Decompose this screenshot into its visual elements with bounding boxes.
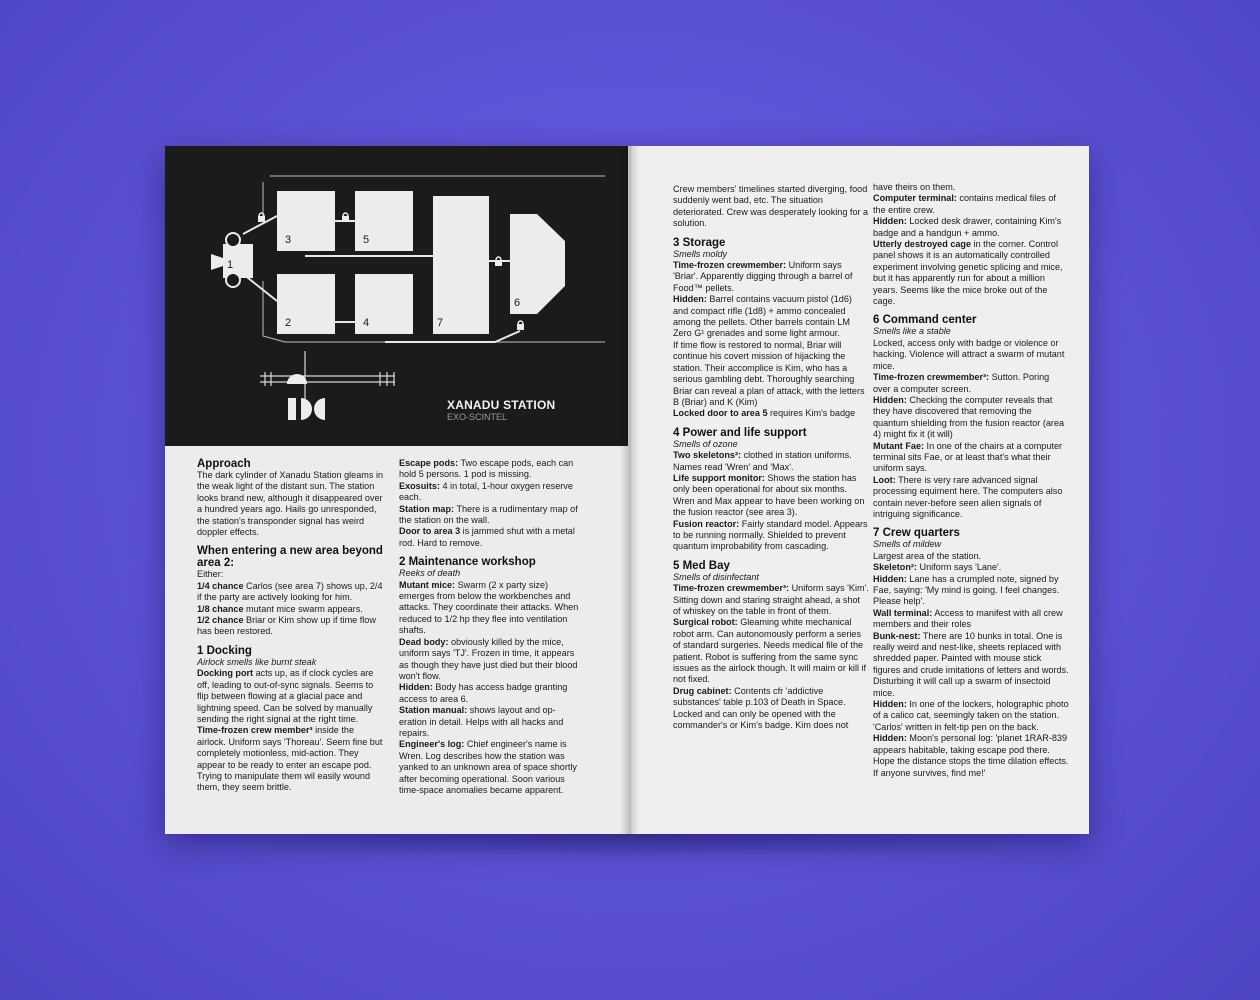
medbay-item: Drug cabinet: Contents cfr 'addictive substances' table p.103 of Death in Space. Locked and can only be opened with the commander's or Kim's badge. Kim does not xyxy=(673,685,849,731)
storage-smell: Smells moldy xyxy=(673,248,728,259)
medbay-item: have theirs on them. xyxy=(873,182,956,192)
maintenance-smell: Reeks of death xyxy=(399,568,461,579)
right-column-2 xyxy=(873,182,1069,786)
storage-item: If time flow is restored to normal, Briar will continue his covert mission of hijacking the station. Their accomplice is Kim, who has a serious gambling debt. Thoroughly searching Briar can reveal a plan of attack, with the letters B (Briar) and K (Kim) xyxy=(673,339,865,407)
docking-item: Door to area 3 is jammed shut with a metal rod. Hard to remove. xyxy=(399,526,575,548)
room-7 xyxy=(433,196,489,334)
right-page xyxy=(628,146,1089,834)
booklet-shadow xyxy=(140,830,1120,860)
section-approach xyxy=(197,458,385,538)
intro-continued: Crew members' timelines started diverging, food suddenly went bad, etc. The situation deteriorated. Crew was desperately looking for a solution. xyxy=(673,184,869,229)
maintenance-item: Engineer's log: Chief engineer's name is Wren. Log describes how the station was yanked to an unknown area of space shortly after becoming operational. Soon various time-space anomalies became apparent. xyxy=(399,739,577,795)
crew-heading: 7 Crew quarters xyxy=(873,527,960,540)
command-item: Loot: There is very rare advanced signal processing equiment here. The computers also contain never-before seen alien signals of intriguing significance. xyxy=(873,474,1063,519)
docking-heading: 1 Docking xyxy=(197,644,252,657)
engine-shapes xyxy=(287,374,325,420)
crew-smell: Smells of mildew xyxy=(873,539,942,550)
docking-item: Escape pods: Two escape pods, each can hold 5 persons. 1 pod is missing. xyxy=(399,458,574,480)
command-item: Locked, access only with badge or violence or hacking. Violence will attract a swarm of mutant mice. xyxy=(873,337,1065,371)
power-heading: 4 Power and life support xyxy=(673,426,807,439)
power-item: Life support monitor: Shows the station has only been operational for about six months. xyxy=(673,472,857,495)
crew-item: Hidden: Moon's personal log: 'planet 1RAR-839 appears habitable, taking escape pod there. Hope the distance stops the time dilation effects. If anyone survives, find me!' xyxy=(873,733,1069,778)
left-column-2 xyxy=(399,458,579,803)
approach-body: The dark cylinder of Xanadu Station gleams in the weak light of the distant sun. The station looks brand new, although it disappeared over a hundred years ago. Hails go unresponded, the station's transponder signal has weird doppler effects. xyxy=(197,470,384,538)
crew-item: Bunk-nest: There are 10 bunks in total. One is really weird and nest-like, sheets replaced with shredded paper. Painted with mouse stick figures and crude imitations of letters and words. Disturbing it will call up a swarm of insectoid mice. xyxy=(873,630,1069,698)
medbay-item: Hidden: Locked desk drawer, containing Kim's badge and a handgun + ammo. xyxy=(873,216,1062,238)
maintenance-item: Dead body: obviously killed by the mice, uniform says 'TJ'. Frozen in time, it appears as though they have just died but their blood won't flow. xyxy=(399,636,578,681)
power-item: Fusion reactor: Fairly standard model. Appears to be running normally. Shielded to prevent quantum improbability from cascading. xyxy=(673,518,868,552)
storage-item: Locked door to area 5 requires Kim's badge xyxy=(673,408,856,419)
command-item: Mutant Fae: In one of the chairs at a computer terminal sits Fae, or at least that's what their uniform says. xyxy=(873,440,1063,474)
section-power xyxy=(673,427,869,553)
section-command xyxy=(873,314,1069,520)
section-intro-cont xyxy=(673,184,869,230)
room-label-1: 1 xyxy=(227,259,234,271)
docking-item: Station map: There is a rudimentary map of the station on the wall. xyxy=(399,503,578,526)
section-medbay-cont xyxy=(873,182,1069,307)
booklet xyxy=(165,146,1089,834)
docking-item: Exosuits: 4 in total, 1-hour oxygen reserve each. xyxy=(399,480,573,503)
storage-item: Time-frozen crewmember: Uniform says 'Briar'. Apparently digging through a barrel of Food™ pellets. xyxy=(673,260,853,293)
maintenance-item: Mutant mice: Swarm (2 x party size) emerges from below the workbenches and attacks. They coordinate their attacks. When reduced to 1/2 hp they flee into ventilation shafts. xyxy=(399,579,579,636)
room-label-3: 3 xyxy=(285,234,292,246)
docking-item: Time-frozen crew member³ inside the airlock. Uniform says 'Thoreau'. Seem fine but completely motionless, mid-action. They appear to be ready to enter an escape pod. Trying to manipulate them wil easily wound them, they seem brittle. xyxy=(197,725,383,793)
entering-heading: When entering a new area beyond area 2: xyxy=(197,545,383,570)
maintenance-heading: 2 Maintenance workshop xyxy=(399,556,536,569)
maintenance-item: Station manual: shows layout and operation in detail. Helps with all hacks and repairs. xyxy=(399,705,564,738)
docking-item: Docking port acts up, as if clock cycles are off, leading to out-of-sync signals. Seems to flip between flowing at a glacial pace and lightning speed. Can be solved by manually sending the right signal at the right time. xyxy=(197,668,374,724)
medbay-heading: 5 Med Bay xyxy=(673,559,730,572)
section-crew xyxy=(873,527,1069,779)
medbay-item: Time-frozen crewmember³: Uniform says 'Kim'. Sitting down and staring straight ahead, a shot of whiskey on the table in front of them. xyxy=(673,583,869,616)
entering-intro: Either: xyxy=(197,569,224,580)
crew-item: Largest area of the station. xyxy=(873,550,982,561)
antenna-structure xyxy=(260,351,395,401)
medbay-smell: Smells of disinfectant xyxy=(673,571,759,582)
command-item: Hidden: Checking the computer reveals that they have discovered that removing the quantum shielding from the fusion reactor (area 4) might fix it (it will) xyxy=(873,394,1065,440)
room-label-6: 6 xyxy=(514,297,521,309)
left-page xyxy=(165,146,628,834)
docking-smell: Airlock smells like burnt steak xyxy=(197,656,317,667)
section-storage xyxy=(673,237,869,420)
section-docking xyxy=(197,645,385,794)
right-column-1 xyxy=(673,184,869,738)
left-column-1 xyxy=(197,458,385,801)
section-medbay xyxy=(673,560,869,732)
power-item: Two skeletons²: clothed in station uniforms. Names read 'Wren' and 'Max'. xyxy=(673,450,852,472)
approach-heading: Approach xyxy=(197,458,251,470)
command-item: Time-frozen crewmember³: Sutton. Poring over a computer screen. xyxy=(873,372,1050,394)
power-smell: Smells of ozone xyxy=(673,438,738,449)
storage-heading: 3 Storage xyxy=(673,236,726,249)
entering-item: 1/8 chance mutant mice swarm appears. xyxy=(197,603,363,614)
map-title: XANADU STATION xyxy=(447,398,556,412)
storage-item: Hidden: Barrel contains vacuum pistol (1d6) and compact rifle (1d8) + ammo concealed among the pellets. Other barrels contain LM Zero G¹ grenades and some light armour. xyxy=(673,294,852,339)
section-docking-cont xyxy=(399,458,579,549)
station-map xyxy=(165,146,628,446)
map-subtitle: EXO-SCINTEL xyxy=(447,412,508,422)
command-smell: Smells like a stable xyxy=(873,326,951,337)
section-maintenance xyxy=(399,556,579,796)
power-item: Wren and Max appear to have been working on the fusion reactor (see area 3). xyxy=(673,495,865,518)
entering-item: 1/4 chance Carlos (see area 7) shows up, 2/4 if the party are actively looking for him. xyxy=(197,580,383,603)
medbay-item: Computer terminal: contains medical files of the entire crew. xyxy=(873,193,1056,215)
room-label-7: 7 xyxy=(437,317,444,329)
medbay-item: Utterly destroyed cage in the corner. Control panel shows it is an automatically controlled experiment involving genetic splicing and mice, but it has apparently run for about a million years. Seems like the mice broke out of the cage. xyxy=(873,239,1063,307)
crew-item: Wall terminal: Access to manifest with all crew members and their roles xyxy=(873,607,1063,630)
station-map-diagram xyxy=(165,146,628,446)
section-entering xyxy=(197,545,385,637)
room-label-4: 4 xyxy=(363,317,370,329)
crew-item: Hidden: Lane has a crumpled note, signed by Fae, saying: 'My mind is going. I feel changes. Please help'. xyxy=(873,573,1060,607)
room-label-2: 2 xyxy=(285,317,292,329)
medbay-item: Surgical robot: Gleaming white mechanical robot arm. Can autonomously perform a series of standard surgeries. Needs medical file of the patient. Robot is suffering from the same sync issues as the airlock though. It will maim or kill if not fixed. xyxy=(673,617,867,685)
crew-item: Skeleton²: Uniform says 'Lane'. xyxy=(873,562,1002,573)
command-heading: 6 Command center xyxy=(873,314,977,327)
entering-item: 1/2 chance Briar or Kim show up if time flow has been restored. xyxy=(197,615,376,637)
maintenance-item: Hidden: Body has access badge granting access to area 6. xyxy=(399,682,568,704)
crew-item: Hidden: In one of the lockers, holographic photo of a calico cat, seemingly taken on the station. 'Carlos' written in felt-tip pen on the back. xyxy=(873,699,1069,732)
room-label-5: 5 xyxy=(363,234,370,246)
